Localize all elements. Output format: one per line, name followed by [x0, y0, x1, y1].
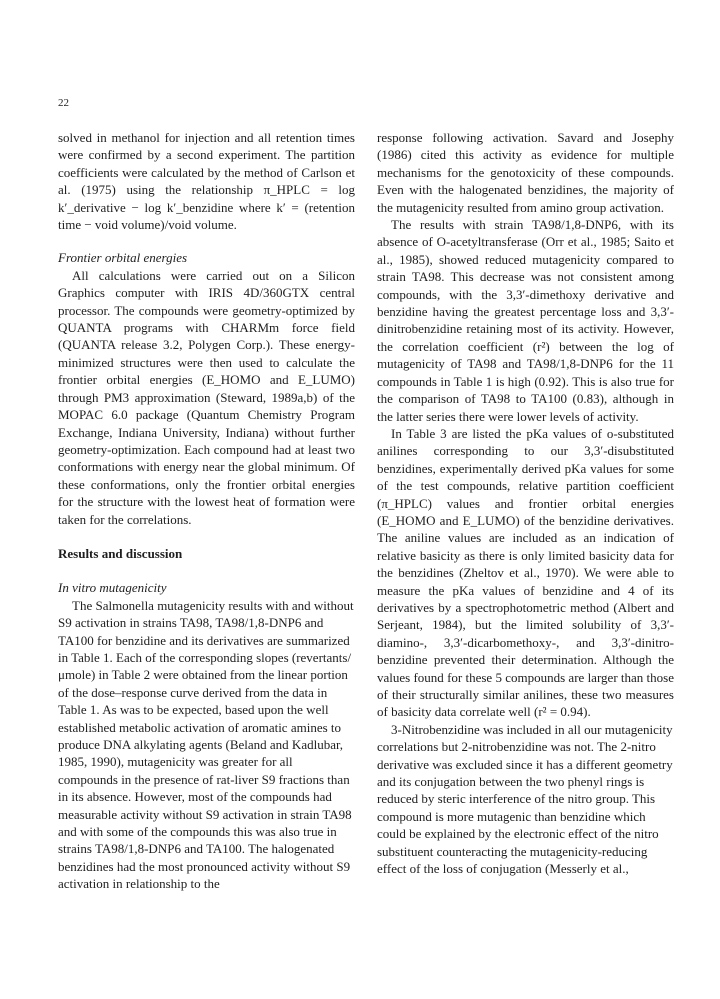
right-paragraph-4: 3-Nitrobenzidine was included in all our mutagenicity correlations but 2-nitrobenzidine was not. The 2-nitro derivative was excluded since it has a different geometry and its conjugation between the two phenyl rings is reduced by steric interference of the nitro group. This compound is more mutagenic than benzidine which could be explained by the electronic effect of the nitro substituent counteracting the mutagenicity-reducing effect of the loss of conjugation (Messerly et al.,: [377, 721, 673, 877]
section-heading-frontier-orbital-energies: Frontier orbital energies: [58, 250, 188, 266]
right-paragraph-3: In Table 3 are listed the pKa values of o-substituted anilines corresponding to our 3,3′-disubstituted benzidines, experimentally derived pKa values for some of the test compounds, relative partition coefficient (π_HPLC) values and frontier orbital energies (E_HOMO and E_LUMO) of the benzidine derivatives. The aniline values are included as an indication of relative basicity as there is only limited basicity data for the benzidines (Zheltov et al., 1970). We were able to measure the pKa values of benzidine and 4 of its derivatives by a spectrophotometric method (Albert and Serjeant, 1984), but the limited solubility of 3,3′-diamino-, 3,3′-dicarbomethoxy-, and 3,3′-dinitro-benzidine prevented their determination. Although the values found for these 5 compounds are larger than those of their structurally similar anilines, these two measures of basicity data correlate well (r² = 0.94).: [377, 425, 674, 720]
left-paragraph-3: The Salmonella mutagenicity results with and without S9 activation in strains TA98, TA98/1,8-DNP6 and TA100 for benzidine and its derivatives are summarized in Table 1. Each of the corresponding slopes (revertants/μmole) in Table 2 were obtained from the linear portion of the dose–response curve derived from the data in Table 1. As was to be expected, based upon the well established metabolic activation of aromatic amines to produce DNA alkylating agents (Beland and Kadlubar, 1985, 1990), mutagenicity was greater for all compounds in the presence of rat-liver S9 fractions than in its absence. However, most of the compounds had measurable activity without S9 activation in strain TA98 and with some of the compounds this was also true in strains TA98/1,8-DNP6 and TA100. The halogenated benzidines had the most pronounced activity without S9 activation in relationship to the: [58, 597, 354, 892]
right-column: [377, 129, 674, 877]
section-heading-results-and-discussion: Results and discussion: [58, 545, 183, 561]
left-paragraph-1: solved in methanol for injection and all retention times were confirmed by a second experiment. The partition coefficients were calculated by the method of Carlson et al. (1975) using the relationship π_HPLC = log k′_derivative − log k′_benzidine where k′ = (retention time − void volume)/void volume.: [58, 130, 355, 233]
section-heading-in-vitro-mutagenicity: In vitro mutagenicity: [58, 580, 167, 596]
left-column: [58, 129, 355, 893]
left-paragraph-2: All calculations were carried out on a Silicon Graphics computer with IRIS 4D/360GTX central processor. The compounds were geometry-optimized by QUANTA programs with CHARMm force field (QUANTA release 3.2, Polygen Corp.). These energy-minimized structures were then used to calculate the frontier orbital energies (E_HOMO and E_LUMO) through PM3 approximation (Steward, 1989a,b) of the MOPAC 6.0 package (Quantum Chemistry Program Exchange, Indiana University, Indiana) without further geometry-optimization. Each compound had at least two conformations with energy near the global minimum. Of these conformations, only the frontier orbital energies for the structure with the lowest heat of formation were taken for the correlations.: [58, 267, 355, 527]
right-paragraph-2: The results with strain TA98/1,8-DNP6, with its absence of O-acetyltransferase (Orr et al., 1985; Saito et al., 1985), showed reduced mutagenicity compared to strain TA98. This decrease was not consistent among compounds, with the 3,3′-dimethoxy derivative and benzidine having the greatest percentage loss and 3,3′-dinitrobenzidine retaining most of its activity. However, the correlation coefficient (r²) between the log of mutagenicity of TA98 and TA98/1,8-DNP6 for the 11 compounds in Table 1 is high (0.92). This is also true for the comparison of TA98 to TA100 (0.83), although in the latter series there were lower levels of activity.: [377, 217, 674, 424]
page-number: 22: [58, 97, 69, 109]
right-paragraph-1: response following activation. Savard and Josephy (1986) cited this activity as evidence for multiple mechanisms for the genotoxicity of these compounds. Even with the halogenated benzidines, the majority of the mutagenicity resulted from amino group activation.: [377, 130, 674, 215]
